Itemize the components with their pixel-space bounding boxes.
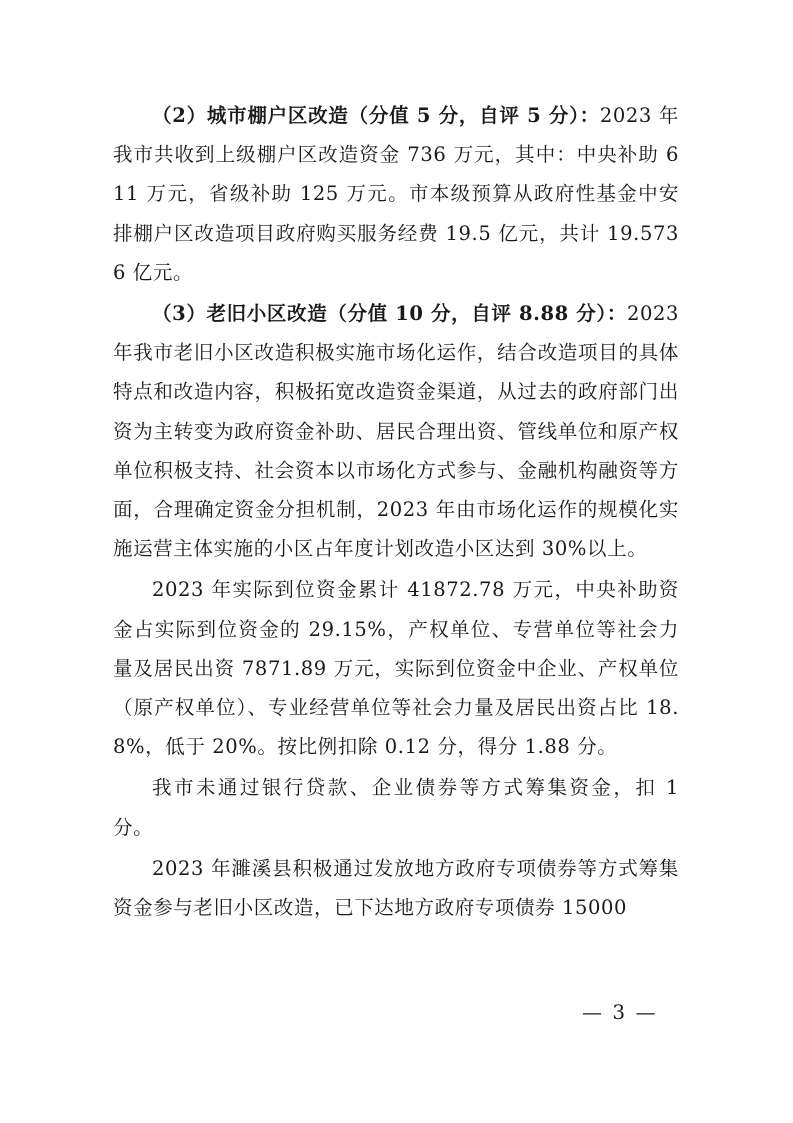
paragraph-funding-details [113,570,679,766]
paragraph-old-community-renovation [113,294,679,568]
page-number: — 3 — [582,1000,658,1024]
paragraph-suixi-county [113,849,679,927]
document-page [113,96,679,927]
section-heading-shantytown: （2）城市棚户区改造（分值 5 分，自评 5 分）： [152,104,600,127]
paragraph-text: 2023 年实际到位资金累计 41872.78 万元，中央补助资金占实际到位资金的 29.15%，产权单位、专营单位等社会力量及居民出资 7871.89 万元，实际到位资金中企业、产权单位（原产权单位）、专业经营单位等社会力量及居民出资占比 18.8%，低于 20%。按比例扣除 0.12 分，得分 1.88 分。 [113,578,679,759]
paragraph-shantytown-renovation [113,96,679,292]
paragraph-text: 2023 年濉溪县积极通过发放地方政府专项债券等方式筹集资金参与老旧小区改造，已下达地方政府专项债券 15000 [113,856,679,920]
paragraph-bank-loans [113,768,679,846]
paragraph-text: 我市未通过银行贷款、企业债券等方式筹集资金，扣 1 分。 [113,776,679,839]
paragraph-text: 2023 年我市老旧小区改造积极实施市场化运作，结合改造项目的具体特点和改造内容，积极拓宽改造资金渠道，从过去的政府部门出资为主转变为政府资金补助、居民合理出资、管线单位和原产权单位积极支持、社会资本以市场化方式参与、金融机构融资等方面，合理确定资金分担机制，2023 年由市场化运作的规模化实施运营主体实施的小区占年度计划改造小区达到 30%以上。 [113,302,679,561]
paragraph-text: 2023 年我市共收到上级棚户区改造资金 736 万元，其中：中央补助 611 万元，省级补助 125 万元。市本级预算从政府性基金中安排棚户区改造项目政府购买服务经费 19.5 亿元，共计 19.5736 亿元。 [113,104,679,284]
section-heading-old-community: （3）老旧小区改造（分值 10 分，自评 8.88 分）： [152,302,627,326]
